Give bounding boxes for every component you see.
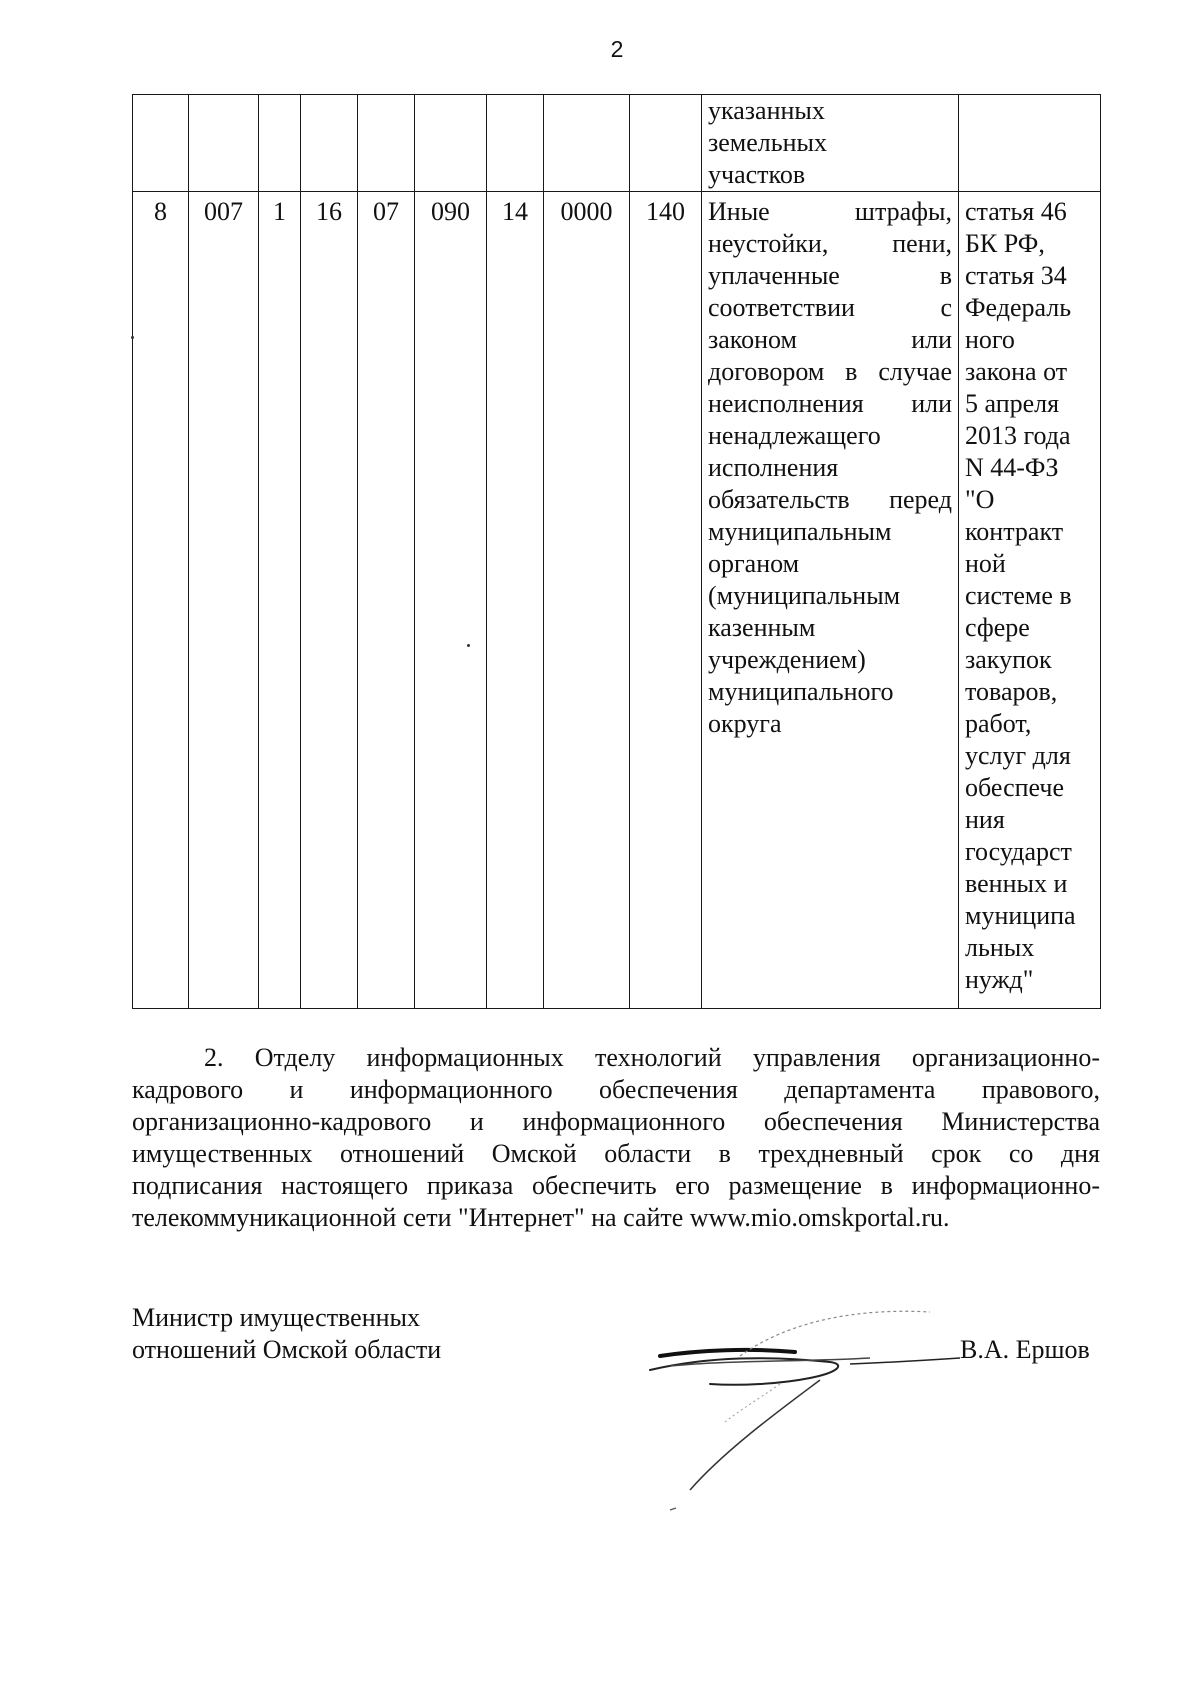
continuation-description-cell <box>702 95 959 192</box>
row-number-cell: 8 <box>133 192 189 1009</box>
basis-line: Федераль <box>965 293 1072 322</box>
legal-basis-cell <box>959 192 1101 1009</box>
description-line: ненадлежащего <box>708 421 881 450</box>
basis-line: N 44-ФЗ <box>965 453 1059 482</box>
income-description-cell <box>702 192 959 1009</box>
group-code-cell: 1 <box>259 192 301 1009</box>
basis-line: муниципа <box>965 901 1076 930</box>
basis-line: БК РФ, <box>965 229 1045 258</box>
basis-line: статья 34 <box>965 261 1067 290</box>
subgroup-code-cell: 16 <box>301 192 358 1009</box>
table-cell <box>259 95 301 192</box>
description-line: неисполнения или <box>708 389 952 418</box>
budget-codes-table <box>132 94 1101 1009</box>
basis-line: государст <box>965 837 1072 866</box>
paragraph-line: 2. Отделу информационных технологий управления организационно- <box>204 1043 1100 1072</box>
description-line: уплаченные в <box>708 261 952 290</box>
paragraph-line: кадрового и информационного обеспечения департамента правового, <box>132 1075 1100 1104</box>
basis-line: ного <box>965 325 1015 354</box>
economic-code-cell: 140 <box>630 192 702 1009</box>
table-cell <box>630 95 702 192</box>
description-line: казенным <box>708 613 816 642</box>
paragraph-line: организационно-кадрового и информационного обеспечения Министерства <box>132 1107 1100 1136</box>
description-line: законом или <box>708 325 952 354</box>
basis-line: обеспече <box>965 773 1065 802</box>
description-line: исполнения <box>708 453 839 482</box>
element-code-cell: 14 <box>487 192 544 1009</box>
table-cell <box>133 95 189 192</box>
description-line: договором в случае <box>708 357 952 386</box>
description-line: органом <box>708 549 800 578</box>
scan-speck <box>467 644 470 647</box>
basis-line: услуг для <box>965 741 1071 770</box>
table-row-continuation <box>133 95 1101 192</box>
description-line: участков <box>708 160 806 189</box>
subarticle-code-cell: 090 <box>415 192 487 1009</box>
paragraph-line: подписания настоящего приказа обеспечить его размещение в информационно- <box>132 1171 1100 1200</box>
basis-line: системе в <box>965 581 1072 610</box>
paragraph-line: имущественных отношений Омской области в трехдневный срок со дня <box>132 1139 1100 1168</box>
signatory-title-line: отношений Омской области <box>132 1335 442 1364</box>
page-number: 2 <box>610 36 624 62</box>
signatory-name: В.А. Ершов <box>960 1335 1090 1364</box>
description-line: муниципального <box>708 677 894 706</box>
description-line: указанных <box>708 96 825 125</box>
description-line: земельных <box>708 128 828 157</box>
basis-line: 5 апреля <box>965 389 1060 418</box>
table-cell <box>301 95 358 192</box>
description-line: Иные штрафы, <box>708 197 952 226</box>
basis-line: статья 46 <box>965 197 1067 226</box>
basis-line: "О <box>965 485 995 514</box>
admin-code-cell: 007 <box>189 192 259 1009</box>
instruction-paragraph <box>132 1042 1100 1234</box>
description-line: муниципальным <box>708 517 892 546</box>
basis-line: контракт <box>965 517 1064 546</box>
basis-line: закупок <box>965 645 1052 674</box>
article-code-cell: 07 <box>358 192 415 1009</box>
table-cell <box>358 95 415 192</box>
handwritten-signature <box>630 1300 990 1530</box>
description-line: (муниципальным <box>708 581 901 610</box>
description-line: учреждением) <box>708 645 866 674</box>
description-line: соответствии с <box>708 293 952 322</box>
table-row <box>133 192 1101 1009</box>
description-line: обязательств перед <box>708 485 952 514</box>
basis-line: льных <box>965 933 1035 962</box>
table-cell <box>189 95 259 192</box>
description-line: неустойки, пени, <box>708 229 952 258</box>
description-line: округа <box>708 709 782 738</box>
table-cell <box>544 95 630 192</box>
signatory-title-line: Министр имущественных <box>132 1303 421 1332</box>
table-cell <box>959 95 1101 192</box>
basis-line: закона от <box>965 357 1068 386</box>
basis-line: венных и <box>965 869 1068 898</box>
basis-line: работ, <box>965 709 1032 738</box>
table-cell <box>415 95 487 192</box>
basis-line: 2013 года <box>965 421 1071 450</box>
signatory-title <box>132 1302 441 1366</box>
paragraph-line: телекоммуникационной сети "Интернет" на сайте www.mio.omskportal.ru. <box>132 1203 950 1232</box>
program-code-cell: 0000 <box>544 192 630 1009</box>
basis-line: сфере <box>965 613 1030 642</box>
basis-line: ной <box>965 549 1006 578</box>
basis-line: товаров, <box>965 677 1058 706</box>
basis-line: нужд" <box>965 965 1034 994</box>
basis-line: ния <box>965 805 1005 834</box>
table-cell <box>487 95 544 192</box>
scan-speck <box>131 336 134 339</box>
